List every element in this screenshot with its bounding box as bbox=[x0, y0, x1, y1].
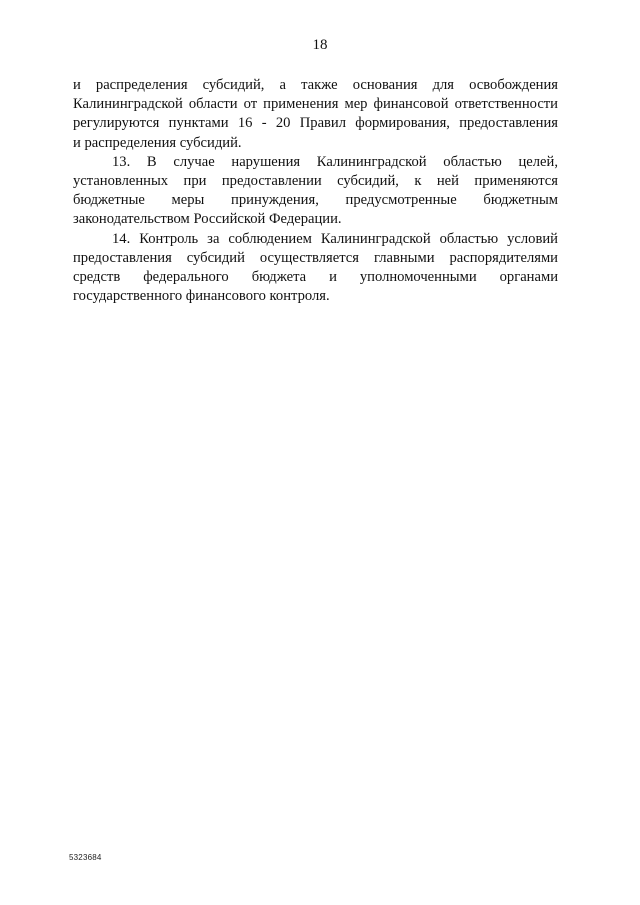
text-line: и распределения субсидий, а также основания для освобождения bbox=[73, 77, 558, 93]
document-body bbox=[73, 76, 558, 306]
text-line: законодательством Российской Федерации. bbox=[73, 211, 342, 228]
paragraph-continuation bbox=[73, 76, 558, 153]
text-line: и распределения субсидий. bbox=[73, 134, 242, 151]
page-number: 18 bbox=[312, 37, 328, 53]
text-line: бюджетные меры принуждения, предусмотренные бюджетным bbox=[73, 192, 558, 209]
paragraph-14 bbox=[73, 230, 558, 307]
text-line: регулируются пунктами 16 - 20 Правил формирования, предоставления bbox=[73, 115, 558, 132]
text-line: 14. Контроль за соблюдением Калининградской областью условий bbox=[112, 230, 558, 247]
text-line: 13. В случае нарушения Калининградской областью целей, bbox=[112, 153, 558, 170]
paragraph-13 bbox=[73, 153, 558, 230]
text-line: Калининградской области от применения мер финансовой ответственности bbox=[73, 96, 558, 113]
text-line: установленных при предоставлении субсидий, к ней применяются bbox=[73, 173, 558, 190]
text-line: предоставления субсидий осуществляется главными распорядителями bbox=[73, 249, 558, 266]
document-code: 5323684 bbox=[69, 853, 102, 862]
text-line: средств федерального бюджета и уполномоченными органами bbox=[73, 269, 558, 286]
text-line: государственного финансового контроля. bbox=[73, 288, 330, 305]
